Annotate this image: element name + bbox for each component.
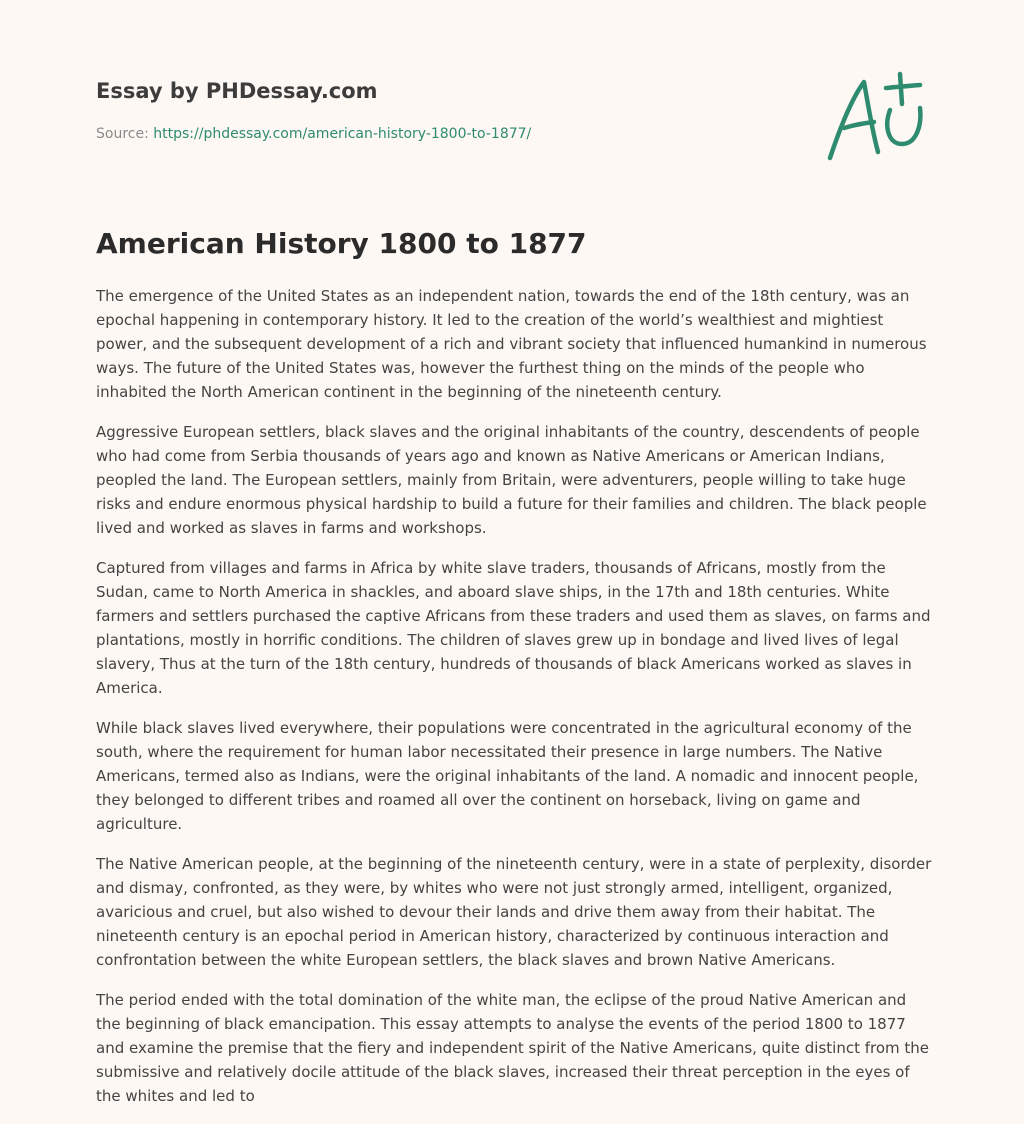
body-paragraph: The period ended with the total domination of the white man, the eclipse of the proud Native American and the beginning of black emancipation. This essay attempts to analyse the events of the period 1800 to 1877 and examine the premise that the fiery and independent spirit of the Native Americans, quite distinct from the submissive and relatively docile attitude of the black slaves, increased their threat perception in the eyes of the whites and led to xyxy=(96,991,930,1105)
body-paragraph: Aggressive European settlers, black slaves and the original inhabitants of the country, descendents of people who had come from Serbia thousands of years ago and known as Native Americans or American Indians, peopled the land. The European settlers, mainly from Britain, were adventurers, people willing to take huge risks and endure enormous physical hardship to build a future for their families and children. The black people lived and worked as slaves in farms and workshops. xyxy=(96,423,927,537)
source-link[interactable]: https://phdessay.com/american-history-1800-to-1877/ xyxy=(153,126,532,142)
essay-body xyxy=(96,284,932,1124)
body-paragraph: Captured from villages and farms in Africa by white slave traders, thousands of Africans, mostly from the Sudan, came to North America in shackles, and aboard slave ships, in the 17th and 18th centuries. White farmers and settlers purchased the captive Africans from these traders and used them as slaves, on farms and plantations, mostly in horrific conditions. The children of slaves grew up in bondage and lived lives of legal slavery, Thus at the turn of the 18th century, hundreds of thousands of black Americans worked as slaves in America. xyxy=(96,559,931,697)
a-plus-grade-icon xyxy=(822,68,932,168)
source-line xyxy=(96,125,796,143)
source-label: Source: xyxy=(96,126,149,142)
essay-header xyxy=(96,78,796,143)
body-paragraph: The emergence of the United States as an independent nation, towards the end of the 18th century, was an epochal happening in contemporary history. It led to the creation of the world’s wealthiest and mightiest power, and the subsequent development of a rich and vibrant society that influenced humankind in numerous ways. The future of the United States was, however the furthest thing on the minds of the people who inhabited the North American continent in the beginning of the nineteenth century. xyxy=(96,287,927,401)
body-paragraph: While black slaves lived everywhere, their populations were concentrated in the agricultural economy of the south, where the requirement for human labor necessitated their presence in large numbers. The Native Americans, termed also as Indians, were the original inhabitants of the land. A nomadic and innocent people, they belonged to different tribes and roamed all over the continent on horseback, living on game and agriculture. xyxy=(96,719,919,833)
brand-title: Essay by PHDessay.com xyxy=(96,79,378,103)
body-paragraph: The Native American people, at the beginning of the nineteenth century, were in a state of perplexity, disorder and dismay, confronted, as they were, by whites who were not just strongly armed, intelligent, organized, avaricious and cruel, but also wished to devour their lands and drive them away from their habitat. The nineteenth century is an epochal period in American history, characterized by continuous interaction and confrontation between the white European settlers, the black slaves and brown Native Americans. xyxy=(96,855,932,969)
essay-title: American History 1800 to 1877 xyxy=(96,227,587,260)
